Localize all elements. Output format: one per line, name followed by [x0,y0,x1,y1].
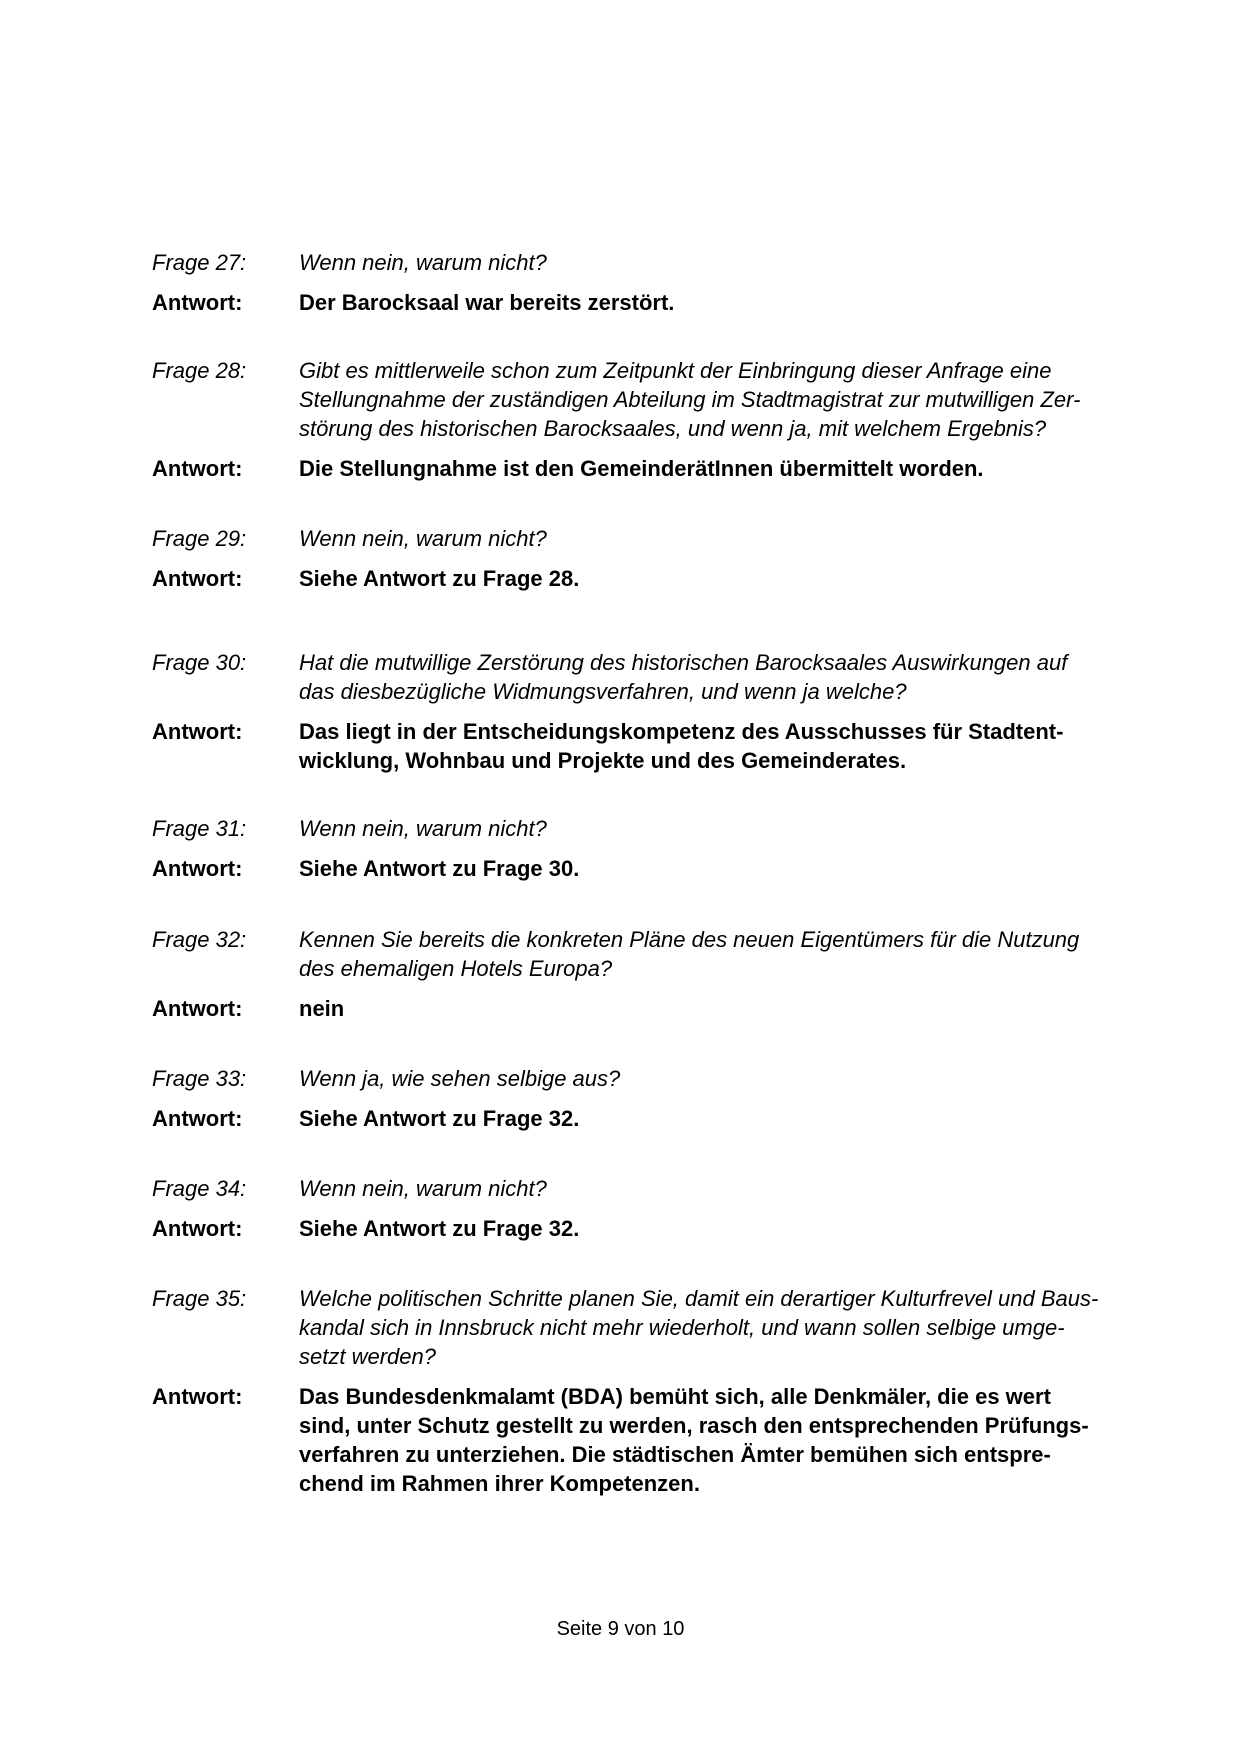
question-row [152,248,1132,277]
answer-text: Siehe Antwort zu Frage 32. [299,1106,580,1131]
question-label: Frage 30: [152,650,247,675]
answer-row [152,854,1132,883]
question-row [152,925,1132,983]
question-text: Wenn nein, warum nicht? [299,250,547,275]
question-label: Frage 29: [152,526,247,551]
answer-label: Antwort: [152,996,243,1021]
answer-text: nein [299,996,345,1021]
answer-row [152,454,1132,483]
question-label: Frage 34: [152,1176,247,1201]
answer-label: Antwort: [152,1106,243,1131]
question-row [152,1284,1132,1371]
answer-row [152,717,1132,775]
qa-item-28 [152,356,1132,483]
qa-item-31 [152,814,1132,883]
question-text: Gibt es mittlerweile schon zum Zeitpunkt der Einbringung dieser Anfrage eine Stellungnahme der zuständigen Abteilung im Stadtmagistrat zur mutwilligen Zer- störung des historischen Barocksaales, und wenn ja, mit welchem Ergebnis? [299,358,1081,441]
answer-label: Antwort: [152,719,243,744]
page-number: Seite 9 von 10 [556,1618,685,1640]
qa-item-33 [152,1064,1132,1133]
question-row [152,1174,1132,1203]
answer-row [152,1214,1132,1243]
question-text: Hat die mutwillige Zerstörung des historischen Barocksaales Auswirkungen auf das diesbezügliche Widmungsverfahren, und wenn ja welche? [299,650,1068,704]
answer-label: Antwort: [152,1216,243,1241]
question-row [152,1064,1132,1093]
question-label: Frage 35: [152,1286,247,1311]
answer-label: Antwort: [152,566,243,591]
question-text: Wenn nein, warum nicht? [299,526,547,551]
question-row [152,524,1132,553]
question-label: Frage 31: [152,816,247,841]
answer-label: Antwort: [152,856,243,881]
answer-text: Das Bundesdenkmalamt (BDA) bemüht sich, alle Denkmäler, die es wert sind, unter Schutz gestellt zu werden, rasch den entsprechenden Prüfungs- verfahren zu unterziehen. Die städtischen Ämter bemühen sich entspre- chend im Rahmen ihrer Kompetenzen. [299,1384,1089,1496]
question-text: Welche politischen Schritte planen Sie, damit ein derartiger Kulturfrevel und Baus- kandal sich in Innsbruck nicht mehr wiederholt, und wann sollen selbige umge- setzt werden? [299,1286,1099,1369]
qa-item-35 [152,1284,1132,1498]
answer-row [152,288,1132,317]
qa-item-29 [152,524,1132,593]
question-label: Frage 28: [152,358,247,383]
answer-label: Antwort: [152,456,243,481]
question-text: Wenn nein, warum nicht? [299,816,547,841]
question-row [152,356,1132,443]
question-text: Wenn ja, wie sehen selbige aus? [299,1066,621,1091]
question-row [152,814,1132,843]
question-label: Frage 32: [152,927,247,952]
answer-label: Antwort: [152,1384,243,1409]
answer-text: Das liegt in der Entscheidungskompetenz des Ausschusses für Stadtent- wicklung, Wohnbau und Projekte und des Gemeinderates. [299,719,1064,773]
question-label: Frage 33: [152,1066,247,1091]
answer-row [152,994,1132,1023]
question-row [152,648,1132,706]
answer-label: Antwort: [152,290,243,315]
qa-item-34 [152,1174,1132,1243]
answer-row [152,1382,1132,1498]
question-label: Frage 27: [152,250,247,275]
qa-item-30 [152,648,1132,775]
answer-text: Siehe Antwort zu Frage 30. [299,856,580,881]
answer-text: Siehe Antwort zu Frage 28. [299,566,580,591]
answer-row [152,1104,1132,1133]
qa-item-27 [152,248,1132,317]
answer-text: Siehe Antwort zu Frage 32. [299,1216,580,1241]
answer-text: Der Barocksaal war bereits zerstört. [299,290,675,315]
answer-row [152,564,1132,593]
question-text: Wenn nein, warum nicht? [299,1176,547,1201]
answer-text: Die Stellungnahme ist den GemeinderätInnen übermittelt worden. [299,456,984,481]
question-text: Kennen Sie bereits die konkreten Pläne des neuen Eigentümers für die Nutzung des ehemaligen Hotels Europa? [299,927,1080,981]
qa-item-32 [152,925,1132,1023]
